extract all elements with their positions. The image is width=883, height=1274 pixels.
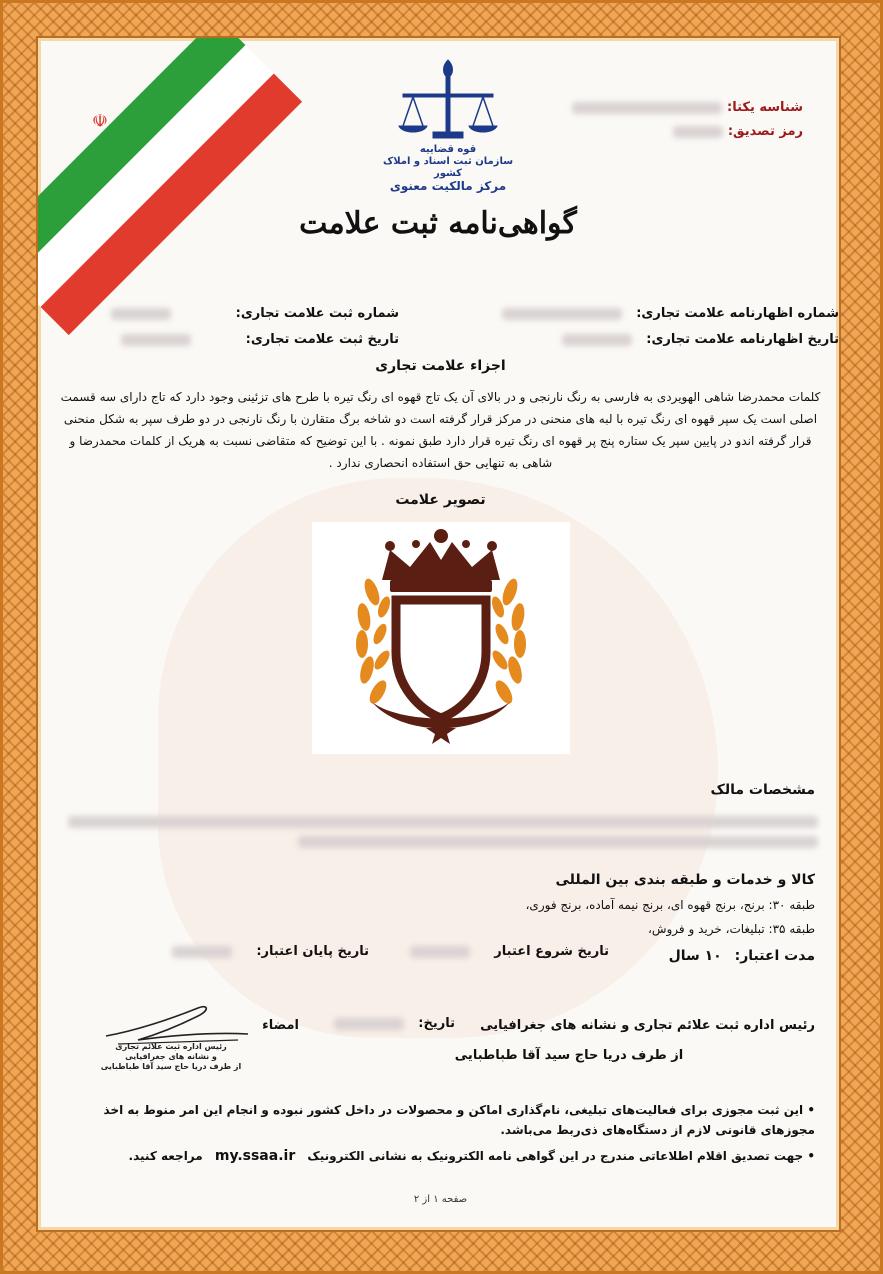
image-heading: تصویر علامت (395, 492, 486, 508)
validity-duration-value: ۱۰ سال (668, 948, 722, 964)
iran-flag-ribbon (36, 36, 302, 335)
sign-label: امضاء (262, 1018, 299, 1033)
flag-emblem-icon: ☫ (91, 111, 109, 132)
certificate-title: گواهی‌نامه ثبت علامت (299, 206, 577, 241)
on-behalf: از طرف دریا حاج سید آقا طباطبایی (454, 1048, 684, 1063)
owner-details-redacted (68, 816, 818, 848)
confirm-code-value-redacted (673, 126, 723, 138)
goods-heading: کالا و خدمات و طبقه بندی بین المللی (555, 872, 815, 888)
org-line-1: قوه قضاییه (419, 144, 477, 155)
signature-date-label: تاریخ: (418, 1016, 455, 1031)
goods-class-35: طبقه ۳۵: تبلیغات، خرید و فروش، (647, 922, 815, 936)
note-2-url-link[interactable]: my.ssaa.ir (214, 1148, 296, 1164)
declaration-date-label: تاریخ اظهارنامه علامت تجاری: (646, 332, 839, 347)
note-2-suffix: مراجعه کنید. (128, 1149, 203, 1163)
declaration-number-row (439, 306, 839, 321)
declaration-date-row (439, 332, 839, 347)
signature-date-row (295, 1016, 455, 1031)
owner-heading: مشخصات مالک (710, 782, 815, 798)
stamp-line-1: رئیس اداره ثبت علائم تجاری (115, 1042, 227, 1051)
note-2-prefix: جهت تصدیق اقلام اطلاعاتی مندرج در این گواهی نامه الکترونیک به نشانی الکترونیک (307, 1149, 804, 1163)
stamp-line-3: از طرف دریا حاج سید آقا طباطبایی (100, 1062, 242, 1071)
validity-start-row (379, 944, 609, 959)
unique-id-value-redacted (572, 102, 722, 114)
validity-start-label: تاریخ شروع اعتبار (494, 944, 609, 959)
certificate-page (36, 36, 841, 1232)
validity-start-value-redacted (410, 946, 470, 958)
validity-duration-label: مدت اعتبار: (734, 948, 815, 964)
validity-end-value-redacted (172, 946, 232, 958)
components-heading: اجزاء علامت تجاری (375, 358, 506, 374)
registration-number-row (79, 306, 399, 321)
head-title: رئیس اداره ثبت علائم تجاری و نشانه های جغرافیایی (480, 1018, 815, 1033)
registration-date-row (79, 332, 399, 347)
validity-duration-row (615, 948, 815, 964)
stamp-line-2: و نشانه های جغرافیایی (125, 1052, 217, 1061)
unique-id-row (543, 100, 803, 115)
trademark-image-box (312, 522, 570, 754)
crown-shield-wreath-logo-icon (312, 522, 570, 754)
org-line-2: سازمان ثبت اسناد و املاک کشور (382, 156, 514, 179)
registration-date-label: تاریخ ثبت علامت تجاری: (245, 332, 399, 347)
unique-id-label: شناسه یکتا: (727, 100, 803, 115)
declaration-number-label: شماره اظهارنامه علامت تجاری: (636, 306, 839, 321)
validity-end-label: تاریخ پایان اعتبار: (256, 944, 369, 959)
validity-end-row (69, 944, 369, 959)
notes-list (55, 1100, 815, 1172)
registration-number-label: شماره ثبت علامت تجاری: (235, 306, 399, 321)
registration-number-value-redacted (111, 308, 171, 320)
note-2: • جهت تصدیق اقلام اطلاعاتی مندرج در این گواهی نامه الکترونیک به نشانی الکترونیک my.ssaa.ir مراجعه کنید. (128, 1148, 815, 1164)
note-1-text: این ثبت مجوزی برای فعالیت‌های تبلیغی، نام‌گذاری اماکن و محصولات در داخل کشور نبوده و انجام این امر منوط به اخذ مجوزهای قانونی لازم از دستگاه‌های ذی‌ربط می‌باشد. (103, 1103, 815, 1137)
confirm-code-label: رمز تصدیق: (727, 124, 803, 139)
org-name-block (368, 144, 528, 192)
org-line-3: مرکز مالکیت معنوی (389, 179, 507, 193)
signature-stamp (86, 1042, 256, 1072)
goods-class-30: طبقه ۳۰: برنج، برنج قهوه ای، برنج نیمه آماده، برنج فوری، (525, 898, 815, 912)
registration-date-value-redacted (121, 334, 191, 346)
declaration-number-value-redacted (502, 308, 622, 320)
page-number: صفحه ۱ از ۲ (413, 1194, 468, 1205)
confirm-code-row (543, 124, 803, 139)
note-1: • این ثبت مجوزی برای فعالیت‌های تبلیغی، نام‌گذاری اماکن و محصولات در داخل کشور نبوده و انجام این امر منوط به اخذ مجوزهای قانونی لازم از دستگاه‌های ذی‌ربط می‌باشد. (103, 1103, 815, 1137)
judiciary-scales-emblem-icon (393, 56, 503, 146)
declaration-date-value-redacted (562, 334, 632, 346)
signature-date-value-redacted (334, 1018, 404, 1030)
components-description: کلمات محمدرضا شاهی الهویردی به فارسی به رنگ نارنجی و در بالای آن یک تاج قهوه ای رنگ تیره با طرح های تزئینی وجود دارد که تاج دارای سه قسمت اصلی است یک سپر قهوه ای رنگ تیره با لبه های منحنی در مرکز قرار گرفته است دو شاخه برگ متقارن با رنگ نارنجی در دو طرف سپر به شکل منحنی قرار گرفته اندو در پایین سپر یک ستاره پنج پر قهوه ای رنگ تیره قرار دارد طبق نمونه . با این توضیح که متقاضی نسبت به هریک از کلمات محمدرضا و شاهی به تنهایی حق استفاده انحصاری ندارد . (60, 390, 821, 470)
